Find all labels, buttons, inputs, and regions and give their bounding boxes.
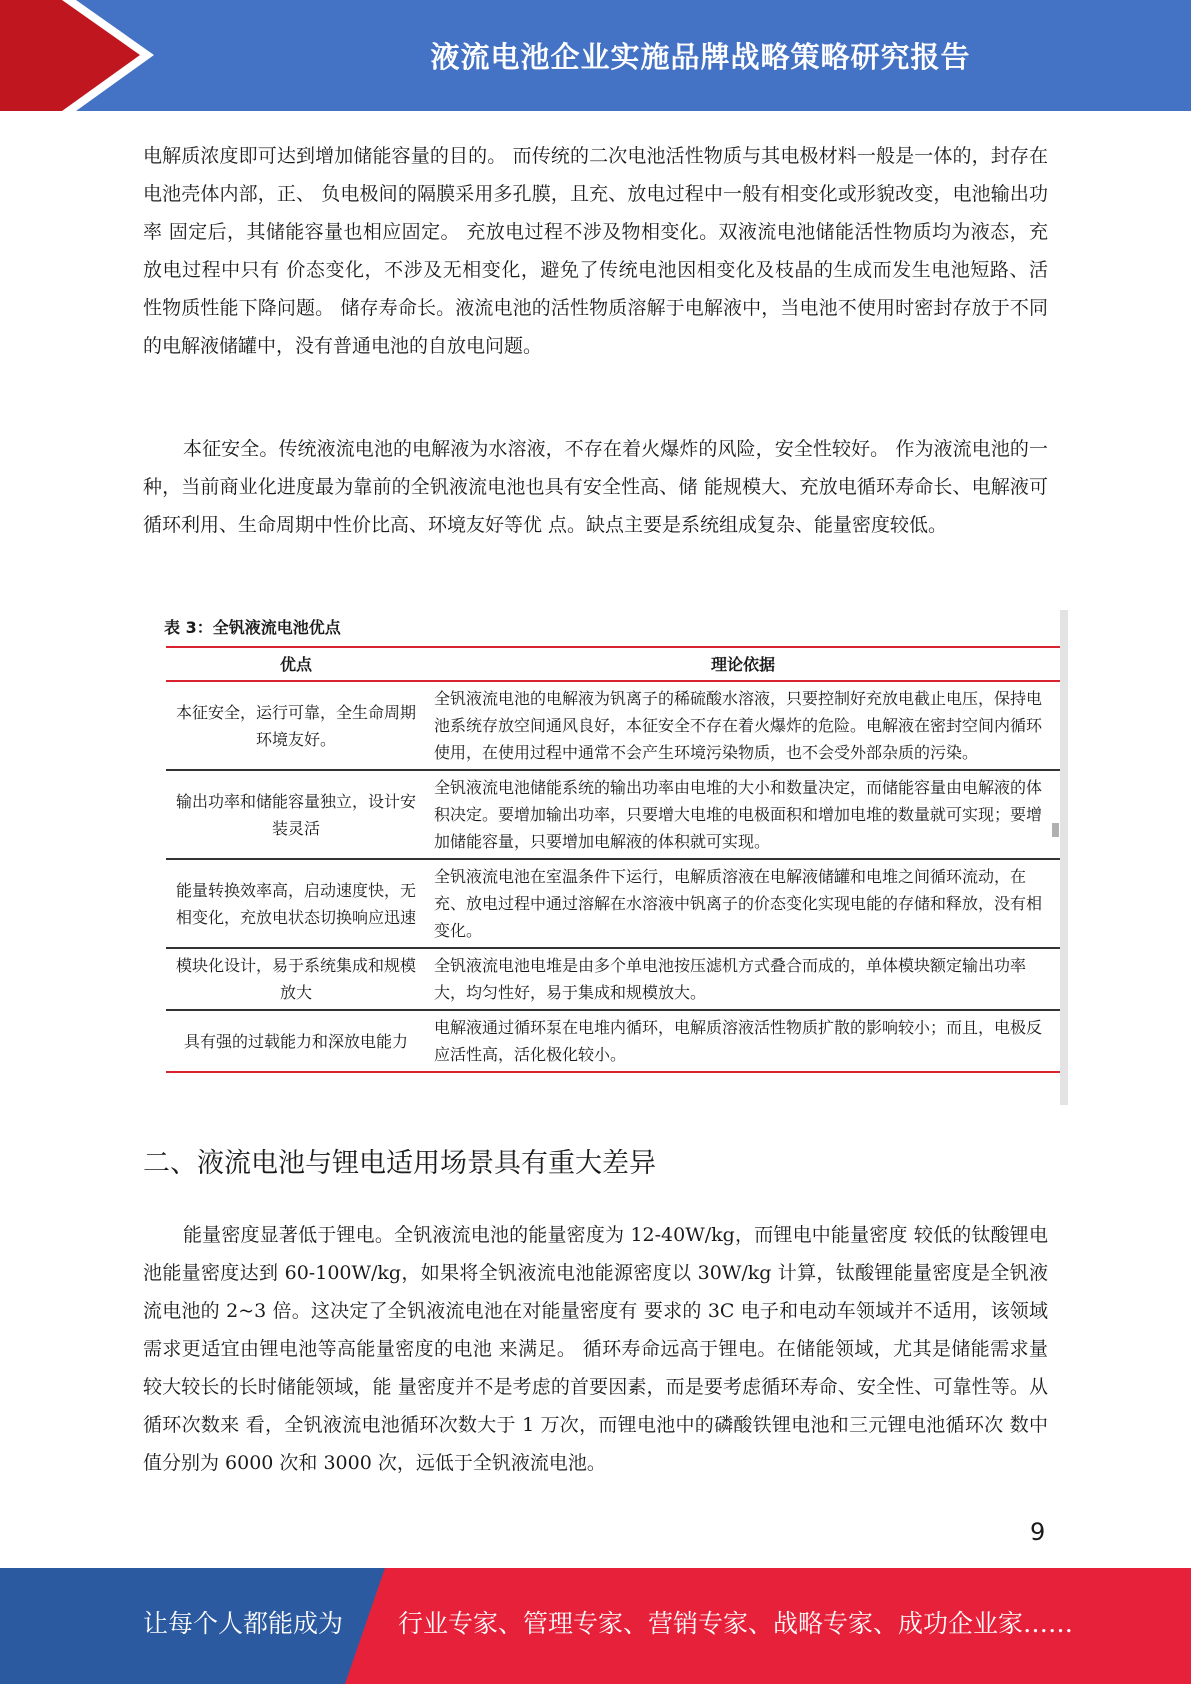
table-header-advantage: 优点	[166, 647, 426, 681]
body-paragraph-1: 电解质浓度即可达到增加储能容量的目的。 而传统的二次电池活性物质与其电极材料一般是一体的，封存在电池壳体内部，正、 负电极间的隔膜采用多孔膜，且充、放电过程中一般有相变化或形貌改变，电池输出功率 固定后，其储能容量也相应固定。 充放电过程不涉及物相变化。双液流电池储能活性物质均为液态，充放电过程中只有 价态变化，不涉及无相变化，避免了传统电池因相变化及枝晶的生成而发生电池短路、活 性物质性能下降问题。 储存寿命长。液流电池的活性物质溶解于电解液中，当电池不使用时密封存放于不同 的电解液储罐中，没有普通电池的自放电问题。	[143, 145, 1048, 357]
table-cell-advantage: 能量转换效率高，启动速度快，无相变化，充放电状态切换响应迅速	[166, 859, 426, 948]
table-cell-advantage: 具有强的过载能力和深放电能力	[166, 1010, 426, 1072]
table-cell-basis: 全钒液流电池在室温条件下运行，电解质溶液在电解液储罐和电堆之间循环流动，在充、放电过程中通过溶解在水溶液中钒离子的价态变化实现电能的存储和释放，没有相变化。	[426, 859, 1060, 948]
table-cell-advantage: 模块化设计，易于系统集成和规模放大	[166, 948, 426, 1010]
table-caption: 表 3：全钒液流电池优点	[164, 618, 341, 637]
page-title: 液流电池企业实施品牌战略策略研究报告	[430, 40, 971, 74]
table-cell-basis: 全钒液流电池的电解液为钒离子的稀硫酸水溶液，只要控制好充放电截止电压，保持电池系统存放空间通风良好，本征安全不存在着火爆炸的危险。电解液在密封空间内循环使用，在使用过程中通常不会产生环境污染物质，也不会受外部杂质的污染。	[426, 681, 1060, 770]
table-cell-basis: 电解液通过循环泵在电堆内循环，电解质溶液活性物质扩散的影响较小；而且，电极反应活性高，活化极化较小。	[426, 1010, 1060, 1072]
table-cell-basis: 全钒液流电池电堆是由多个单电池按压滤机方式叠合而成的，单体模块额定输出功率大，均匀性好，易于集成和规模放大。	[426, 948, 1060, 1010]
table-row	[166, 1010, 1060, 1072]
table-header-basis: 理论依据	[426, 647, 1060, 681]
page-number: 9	[1030, 1518, 1046, 1546]
advantages-table	[166, 646, 1060, 1073]
advantages-table-figure	[158, 610, 1068, 1105]
table-row	[166, 681, 1060, 770]
body-paragraph-2: 本征安全。传统液流电池的电解液为水溶液，不存在着火爆炸的风险，安全性较好。 作为液流电池的一种，当前商业化进度最为靠前的全钒液流电池也具有安全性高、储 能规模大、充放电循环寿命长、电解液可循环利用、生命周期中性价比高、环境友好等优 点。缺点主要是系统组成复杂、能量密度较低。	[143, 438, 1048, 536]
table-row	[166, 859, 1060, 948]
footer-slogan-left: 让每个人都能成为	[143, 1609, 344, 1638]
body-paragraph-3: 能量密度显著低于锂电。全钒液流电池的能量密度为 12-40W/kg，而锂电中能量密度 较低的钛酸锂电池能量密度达到 60-100W/kg，如果将全钒液流电池能源密度以 30W/kg 计算，钛酸锂能量密度是全钒液流电池的 2~3 倍。这决定了全钒液流电池在对能量密度有 要求的 3C 电子和电动车领域并不适用，该领域需求更适宜由锂电池等高能量密度的电池 来满足。 循环寿命远高于锂电。在储能领域，尤其是储能需求量较大较长的长时储能领域，能 量密度并不是考虑的首要因素，而是要考虑循环寿命、安全性、可靠性等。从循环次数来 看，全钒液流电池循环次数大于 1 万次，而锂电池中的磷酸铁锂电池和三元锂电池循环次 数中值分别为 6000 次和 3000 次，远低于全钒液流电池。	[143, 1224, 1048, 1474]
table-scrollbar-thumb[interactable]	[1052, 823, 1059, 837]
section-heading: 二、液流电池与锂电适用场景具有重大差异	[143, 1148, 656, 1179]
table-row	[166, 770, 1060, 859]
table-cell-advantage: 本征安全，运行可靠，全生命周期环境友好。	[166, 681, 426, 770]
table-cell-advantage: 输出功率和储能容量独立，设计安装灵活	[166, 770, 426, 859]
table-cell-basis: 全钒液流电池储能系统的输出功率由电堆的大小和数量决定，而储能容量由电解液的体积决定。要增加输出功率，只要增大电堆的电极面积和增加电堆的数量就可实现；要增加储能容量，只要增加电解液的体积就可实现。	[426, 770, 1060, 859]
footer-slogan-right: 行业专家、管理专家、营销专家、战略专家、成功企业家……	[398, 1609, 1074, 1638]
table-row	[166, 948, 1060, 1010]
table-header-row	[166, 647, 1060, 681]
